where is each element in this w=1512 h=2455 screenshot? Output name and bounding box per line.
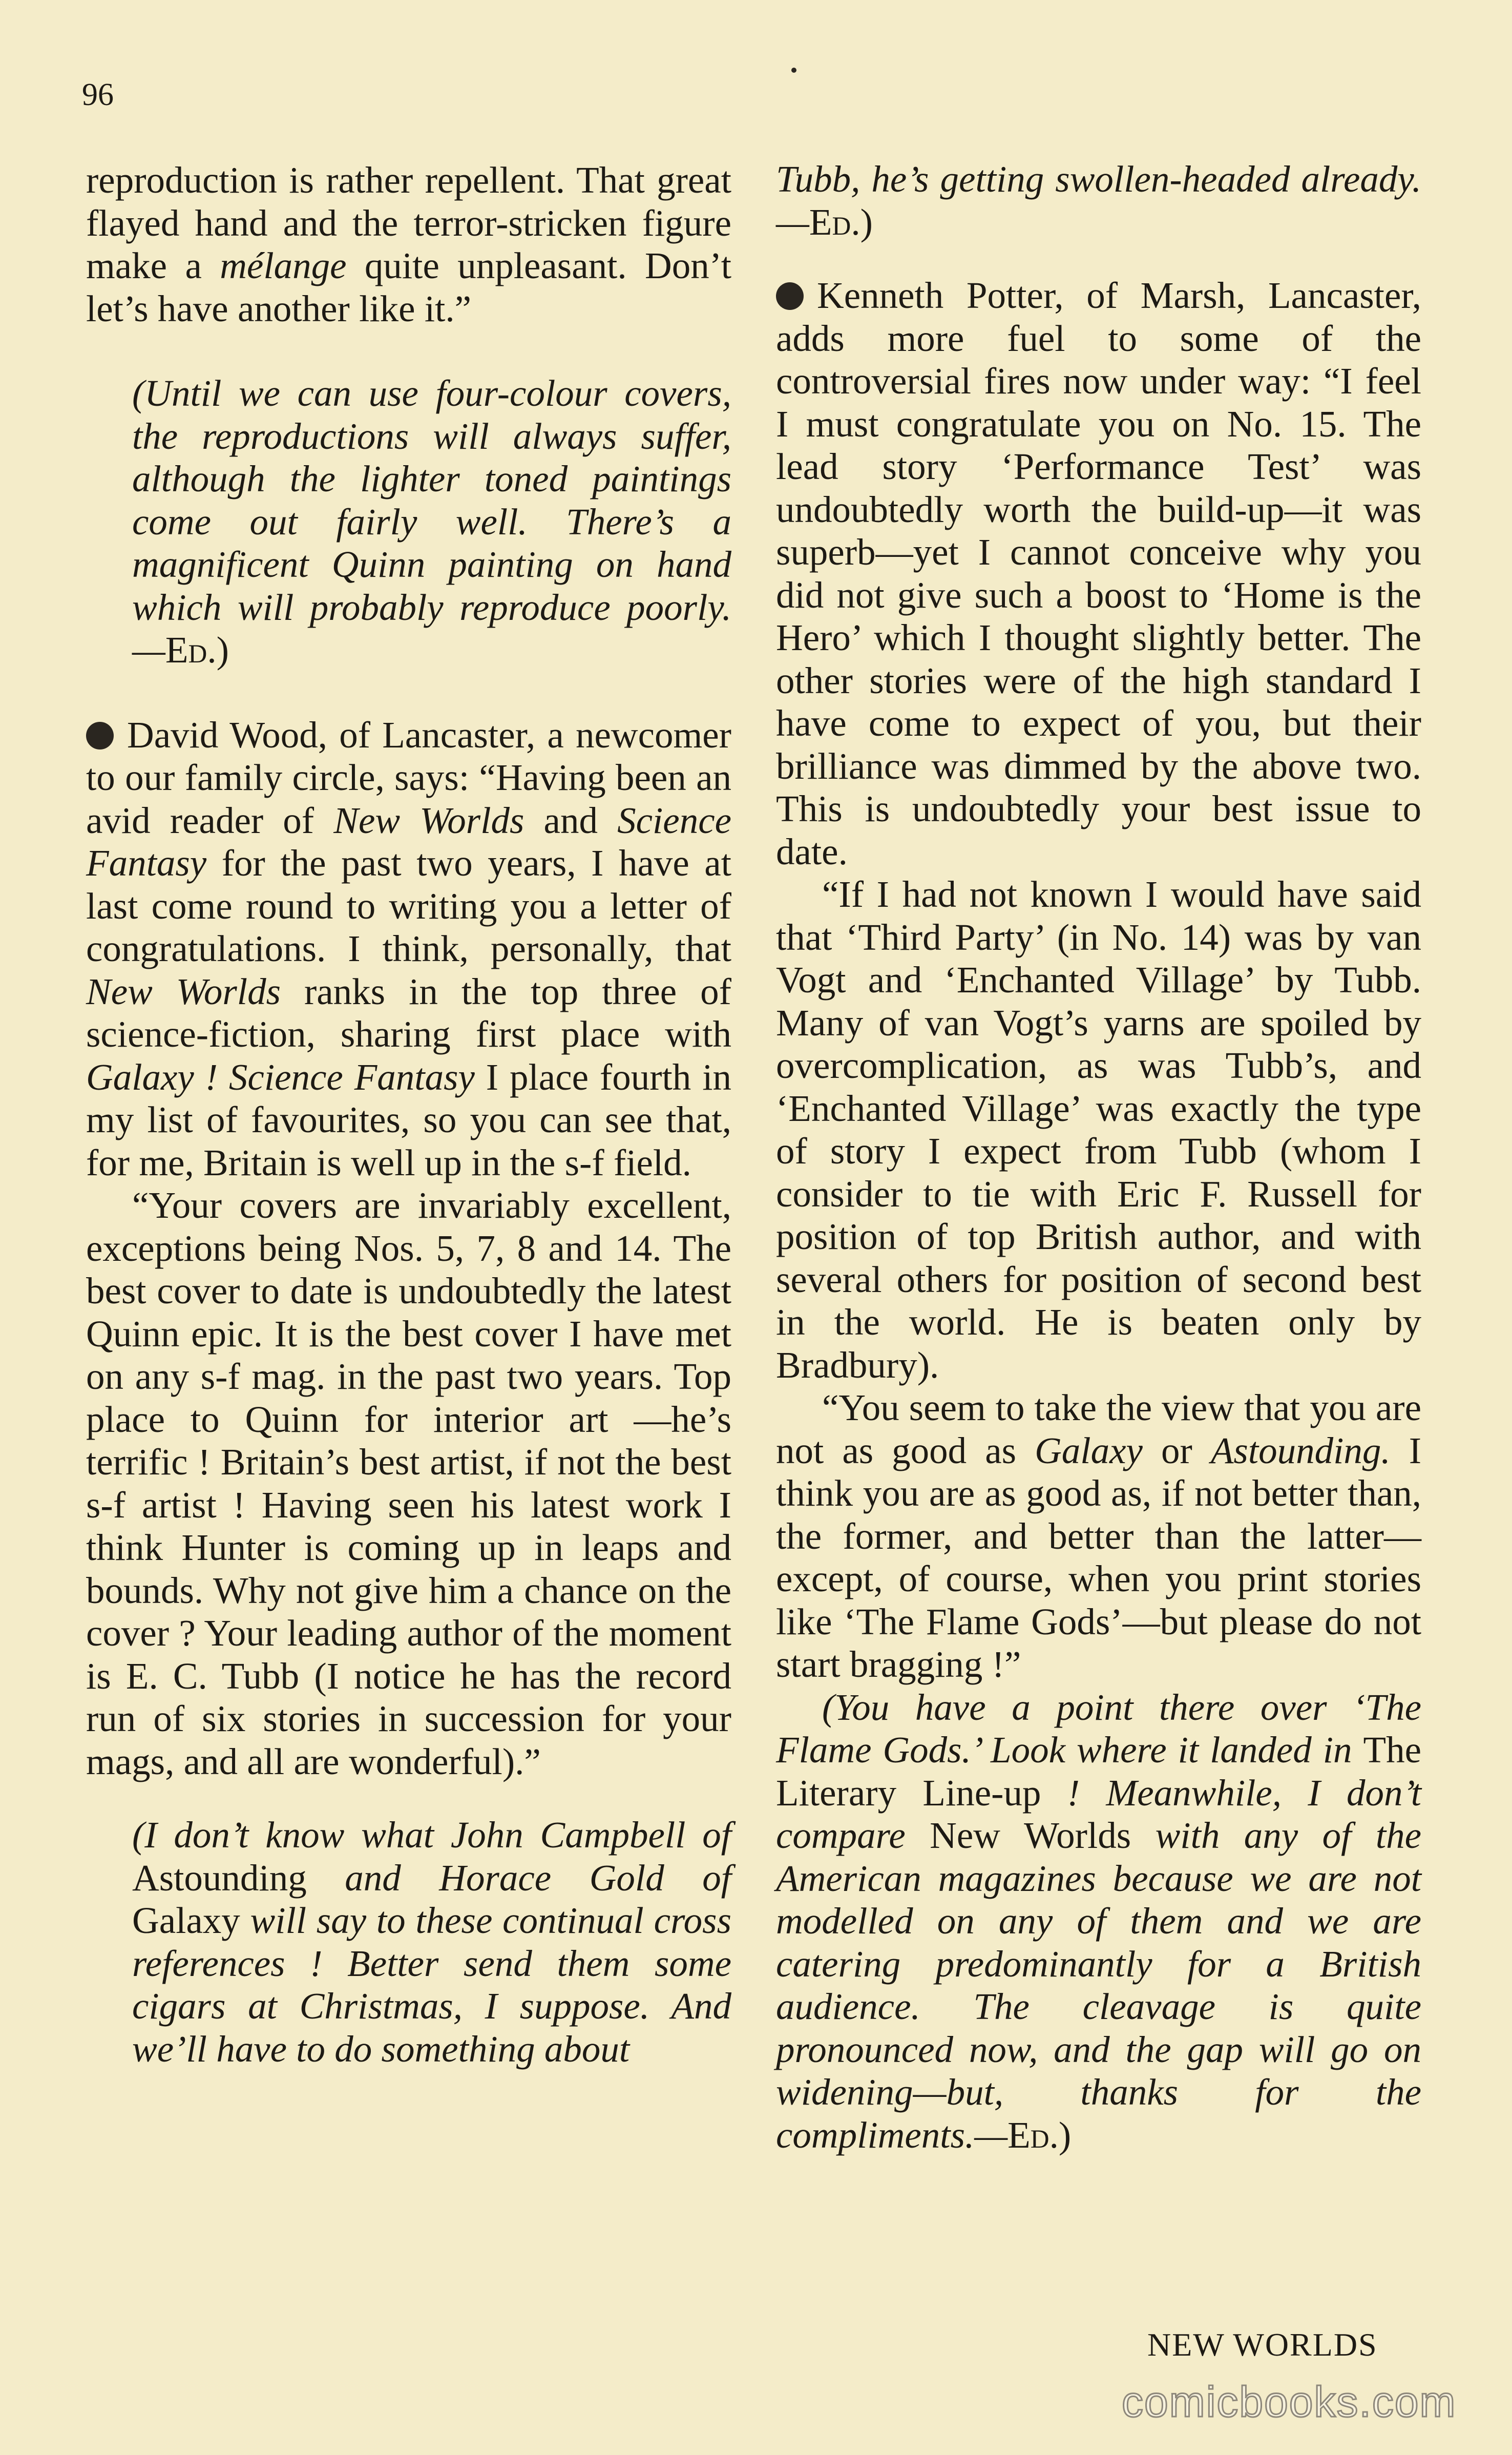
watermark-logo: comicbooks.com xyxy=(1122,2378,1457,2426)
letter-david-wood: David Wood, of Lancaster, a newcomer to our family circle, says: “Having been an avid reader of New Worlds and Science Fantasy for the past two years, I have at last come round to writing you a letter of congratulations. I think, personally, that New Worlds ranks in the top three of science-fiction, sharing first place with Galaxy ! Science Fantasy I place fourth in my list of favourites, so you can see that, for me, Britain is well up in the s-f field. xyxy=(86,714,731,1183)
letter-kenneth-potter: Kenneth Potter, of Marsh, Lancaster, adds more fuel to some of the controversial fires now under way: “I feel I must congratulate you on No. 15. The lead story ‘Performance Test’ was undoubtedly worth the build-up—it was superb—yet I cannot conceive why you did not give such a boost to ‘Home is the Hero’ which I thought slightly better. The other stories were of the high standard I have come to expect of you, but their brilliance was dimmed by the above two. This is undoubtedly your best issue to date. xyxy=(776,275,1421,872)
letter-david-wood-p2: “Your covers are invariably excellent, exceptions being Nos. 5, 7, 8 and 14. The best cover to date is undoubtedly the latest Quinn epic. It is the best cover I have met on any s-f mag. in the past two years. Top place to Quinn for interior art —he’s terrific ! Britain’s best artist, if not the best s-f artist ! Having seen his latest work I think Hunter is coming up in leaps and bounds. Why not give him a chance on the cover ? Your leading author of the moment is E. C. Tubb (I notice he has the record run of six stories in succession for your mags, and all are wonderful).” xyxy=(86,1184,731,1782)
letter-kenneth-potter-p3: “You seem to take the view that you are not as good as Galaxy or Astounding. I think you are as good as, if not better than, the former, and better than the latter—except, of course, when you print stories like ‘The Flame Gods’—but please do not start bragging !” xyxy=(776,1387,1421,1685)
editor-reply-3: (You have a point there over ‘The Flame Gods.’ Look where it landed in The Literary Line-up ! Meanwhile, I don’t compare New Worlds with any of the American magazines because we are not modelled on any of them and we are catering predominantly for a British audience. The cleavage is quite pronounced now, and the gap will go on widening—but, thanks for the compliments.—Ed.) xyxy=(776,1686,1421,2156)
letter-kenneth-potter-p2: “If I had not known I would have said that ‘Third Party’ (in No. 14) was by van Vogt and ‘Enchanted Village’ by Tubb. Many of van Vogt’s yarns are spoiled by overcomplication, as was Tubb’s, and ‘Enchanted Village’ was exactly the type of story I expect from Tubb (whom I consider to tie with Eric F. Russell for position of top British author, and with several others for position of second best in the world. He is beaten only by Bradbury). xyxy=(776,873,1421,1386)
right-column xyxy=(776,158,1421,2156)
bullet-icon xyxy=(86,722,114,750)
left-column xyxy=(86,159,731,2070)
ink-speck xyxy=(791,68,796,73)
magazine-footer: NEW WORLDS xyxy=(1147,2326,1378,2363)
letter-continuation: reproduction is rather repellent. That great flayed hand and the terror-stricken figure make a mélange quite unpleasant. Don’t let’s have another like it.” xyxy=(86,159,731,329)
bullet-icon xyxy=(776,282,804,310)
editor-reply-2-cont: Tubb, he’s getting swollen-headed already.—Ed.) xyxy=(776,158,1421,243)
editor-reply-2: (I don’t know what John Campbell of Astounding and Horace Gold of Galaxy will say to these continual cross references ! Better send them some cigars at Christmas, I suppose. And we’ll have to do something about xyxy=(132,1814,731,2070)
page-number: 96 xyxy=(82,77,114,112)
editor-reply-1: (Until we can use four-colour covers, the reproductions will always suffer, although the lighter toned paintings come out fairly well. There’s a magnificent Quinn painting on hand which will probably reproduce poorly. —Ed.) xyxy=(132,372,731,671)
